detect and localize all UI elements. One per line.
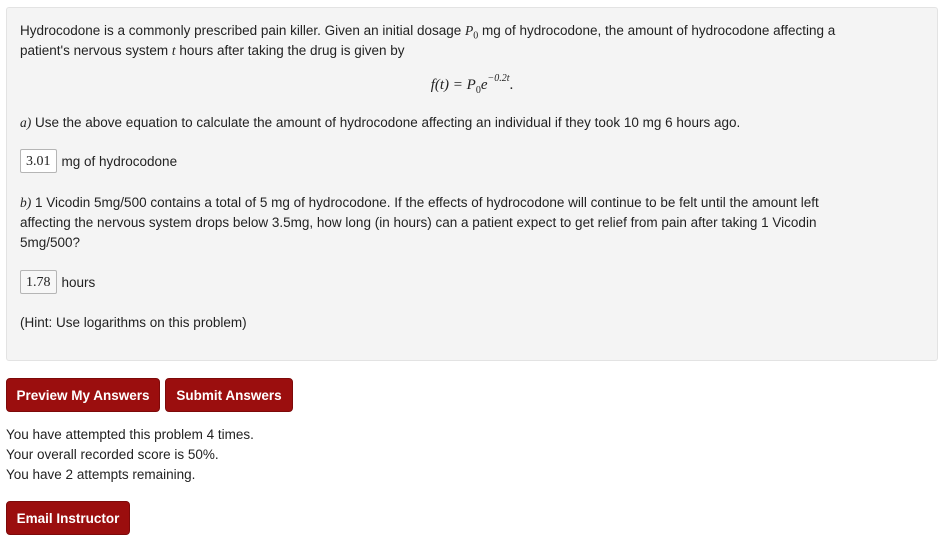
formula <box>7 75 937 96</box>
t-symbol: t <box>171 43 176 58</box>
formula-lhs: f(t) = P <box>430 77 476 93</box>
part-a-label: a) <box>20 115 32 130</box>
intro-text-cont: mg of hydrocodone, the amount of hydrocodone affecting a <box>478 23 836 38</box>
preview-answers-button[interactable]: Preview My Answers <box>6 378 160 412</box>
answer-b-row <box>20 270 95 294</box>
hint-text: (Hint: Use logarithms on this problem) <box>20 315 247 330</box>
part-b-line3: 5mg/500? <box>20 235 81 250</box>
part-a-question <box>20 113 740 133</box>
p0-symbol: P <box>464 23 474 38</box>
answer-b-unit: hours <box>61 274 96 290</box>
attempts-text: You have attempted this problem 4 times. <box>6 427 254 442</box>
answer-a-field[interactable]: 3.01 <box>20 149 57 173</box>
answer-a-unit: mg of hydrocodone <box>61 153 178 169</box>
part-b-line1 <box>20 193 819 213</box>
answer-b-field[interactable]: 1.78 <box>20 270 57 294</box>
part-b-line2: affecting the nervous system drops below 3.5mg, how long (in hours) can a patient expect to get relief from pain after taking 1 Vicodin <box>20 215 817 230</box>
problem-panel <box>6 7 938 361</box>
email-instructor-button[interactable]: Email Instructor <box>6 501 130 535</box>
problem-intro-line2 <box>20 41 405 61</box>
part-b-label: b) <box>20 195 32 210</box>
intro-line2-text: patient's nervous system <box>20 43 172 58</box>
remaining-text: You have 2 attempts remaining. <box>6 467 196 482</box>
score-text: Your overall recorded score is 50%. <box>6 447 219 462</box>
part-b-text: 1 Vicodin 5mg/500 contains a total of 5 mg of hydrocodone. If the effects of hydrocodone will continue to be felt until the amount left <box>31 195 819 210</box>
formula-subscript: 0 <box>475 85 481 96</box>
formula-base: e <box>480 77 488 93</box>
formula-exponent: −0.2t <box>487 73 510 84</box>
part-a-text: Use the above equation to calculate the amount of hydrocodone affecting an individual if they took 10 mg 6 hours ago. <box>31 115 741 130</box>
p0-subscript: 0 <box>473 30 479 42</box>
intro-line2-text-cont: hours after taking the drug is given by <box>175 43 405 58</box>
formula-end: . <box>509 77 514 93</box>
intro-text: Hydrocodone is a commonly prescribed pain killer. Given an initial dosage <box>20 23 465 38</box>
submit-answers-button[interactable]: Submit Answers <box>165 378 293 412</box>
answer-a-row <box>20 149 177 173</box>
